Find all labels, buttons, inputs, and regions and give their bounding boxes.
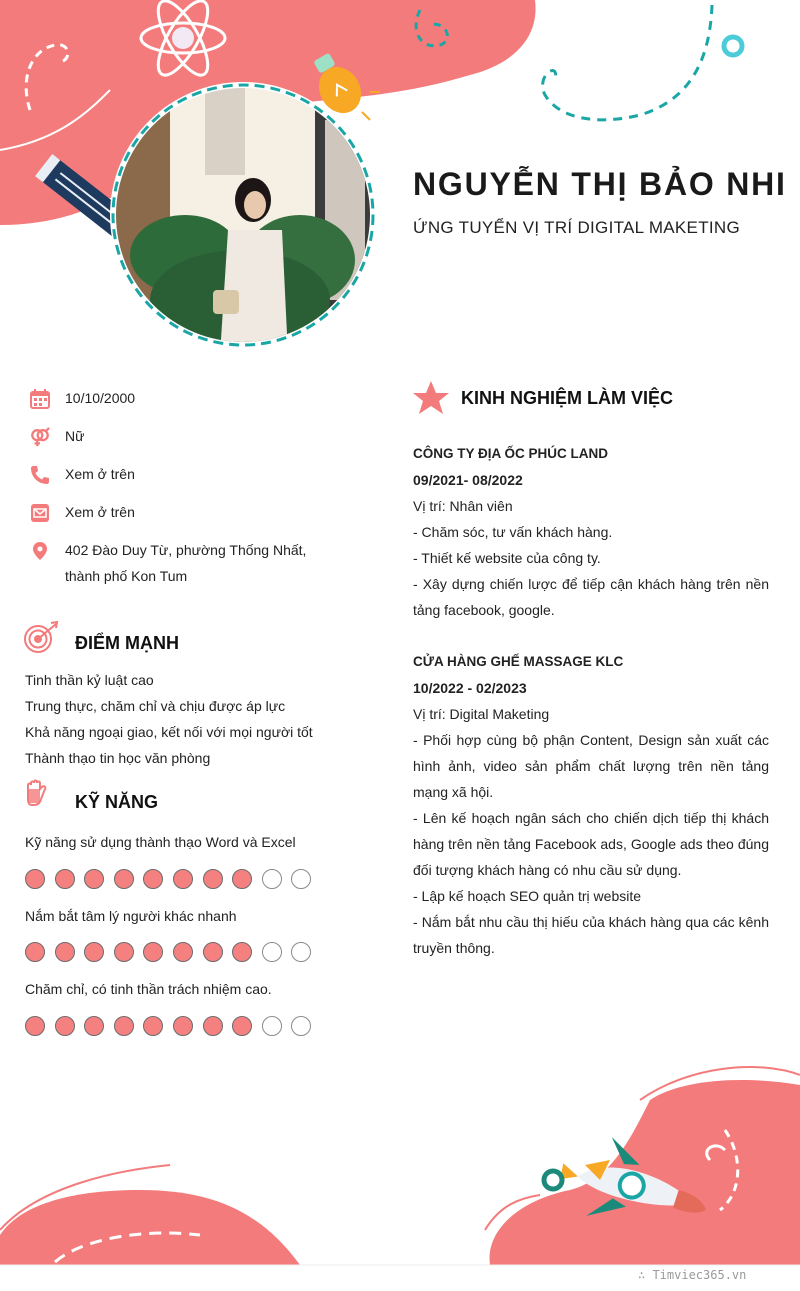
rating-dot-filled [55, 1016, 75, 1036]
candidate-name: NGUYỄN THỊ BẢO NHI [413, 166, 787, 202]
rating-dot-empty [291, 869, 311, 889]
skill-label: Nắm bắt tâm lý người khác nhanh [25, 908, 237, 924]
rating-dot-filled [84, 869, 104, 889]
rating-dot-empty [262, 869, 282, 889]
skill-rating [25, 942, 325, 966]
rating-dot-filled [203, 869, 223, 889]
job-duty: - Thiết kế website của công ty. [413, 550, 601, 566]
teal-ring-icon [724, 37, 742, 55]
location-pin-icon [30, 541, 50, 561]
email-text: Xem ở trên [65, 504, 135, 520]
job-role: Vị trí: Digital Maketing [413, 706, 550, 722]
rating-dot-filled [114, 869, 134, 889]
job-duty: - Nắm bắt nhu cầu thị hiếu của khách hàng qua các kênh truyền thông. [413, 914, 769, 956]
rating-dot-empty [291, 1016, 311, 1036]
rating-dot-filled [114, 942, 134, 962]
skill-label: Kỹ năng sử dụng thành thạo Word và Excel [25, 834, 296, 850]
address-line2: thành phố Kon Tum [65, 568, 188, 584]
strength-item: Khả năng ngoại giao, kết nối với mọi người tốt [25, 724, 313, 740]
target-icon [23, 621, 59, 655]
watermark-text: Timviec365.vn [652, 1268, 747, 1282]
rating-dot-empty [262, 942, 282, 962]
skill-rating [25, 1016, 325, 1040]
rating-dot-filled [55, 942, 75, 962]
rating-dot-empty [291, 942, 311, 962]
experience-title: KINH NGHIỆM LÀM VIỆC [461, 388, 674, 408]
rating-dot-filled [232, 869, 252, 889]
job-entry [413, 649, 769, 961]
rating-dot-filled [173, 942, 193, 962]
skills-title: KỸ NĂNG [75, 792, 159, 812]
gender-text: Nữ [65, 428, 85, 444]
rating-dot-filled [143, 869, 163, 889]
rating-dot-filled [173, 869, 193, 889]
rating-dot-filled [114, 1016, 134, 1036]
strengths-title: ĐIỂM MẠNH [75, 633, 179, 653]
phone-icon [30, 465, 50, 485]
rating-dot-filled [203, 1016, 223, 1036]
job-dates: 10/2022 - 02/2023 [413, 680, 527, 696]
rating-dot-filled [84, 1016, 104, 1036]
star-icon [413, 381, 449, 414]
job-role: Vị trí: Nhân viên [413, 498, 513, 514]
company-name: CÔNG TY ĐỊA ỐC PHÚC LAND [413, 446, 609, 461]
gender-icon [30, 427, 50, 447]
strength-item: Thành thạo tin học văn phòng [25, 750, 211, 766]
rating-dot-filled [25, 1016, 45, 1036]
rating-dot-filled [25, 869, 45, 889]
address-line1: 402 Đào Duy Từ, phường Thống Nhất, [65, 542, 307, 558]
bottom-right-blob [490, 1080, 800, 1265]
applied-position: ỨNG TUYỂN VỊ TRÍ DIGITAL MAKETING [413, 218, 740, 237]
job-duty: - Phối hợp cùng bộ phận Content, Design sản xuất các hình ảnh, video sản phẩm chất lượng trên nền tảng mạng xã hội. [413, 732, 769, 800]
rating-dot-filled [203, 942, 223, 962]
rating-dot-filled [232, 1016, 252, 1036]
job-duty: - Chăm sóc, tư vấn khách hàng. [413, 524, 613, 540]
hand-icon [24, 779, 48, 811]
job-duty: - Lên kế hoạch ngân sách cho chiến dịch tiếp thị khách hàng trên nền tảng Facebook ads, Google ads theo đúng đối tượng khách hàng có nhu cầu sử dụng. [413, 810, 769, 878]
skill-label: Chăm chỉ, có tinh thần trách nhiệm cao. [25, 981, 272, 997]
watermark: ∴ Timviec365.vn [638, 1268, 747, 1282]
skill-rating [25, 869, 325, 893]
phone-text: Xem ở trên [65, 466, 135, 482]
rating-dot-empty [262, 1016, 282, 1036]
rating-dot-filled [84, 942, 104, 962]
birthday-text: 10/10/2000 [65, 390, 136, 406]
rating-dot-filled [143, 942, 163, 962]
rating-dot-filled [55, 869, 75, 889]
rating-dot-filled [173, 1016, 193, 1036]
job-duty: - Lập kế hoạch SEO quản trị website [413, 888, 642, 904]
company-name: CỬA HÀNG GHẾ MASSAGE KLC [413, 654, 624, 669]
strength-item: Tinh thần kỷ luật cao [25, 672, 154, 688]
job-duty: - Xây dựng chiến lược để tiếp cận khách hàng trên nền tảng facebook, google. [413, 576, 769, 618]
email-icon [30, 503, 50, 523]
bottom-left-blob [0, 1190, 300, 1265]
rating-dot-filled [25, 942, 45, 962]
job-dates: 09/2021- 08/2022 [413, 472, 523, 488]
rating-dot-filled [232, 942, 252, 962]
calendar-icon [30, 389, 50, 409]
rating-dot-filled [143, 1016, 163, 1036]
strength-item: Trung thực, chăm chỉ và chịu được áp lực [25, 698, 286, 714]
job-entry [413, 441, 769, 623]
